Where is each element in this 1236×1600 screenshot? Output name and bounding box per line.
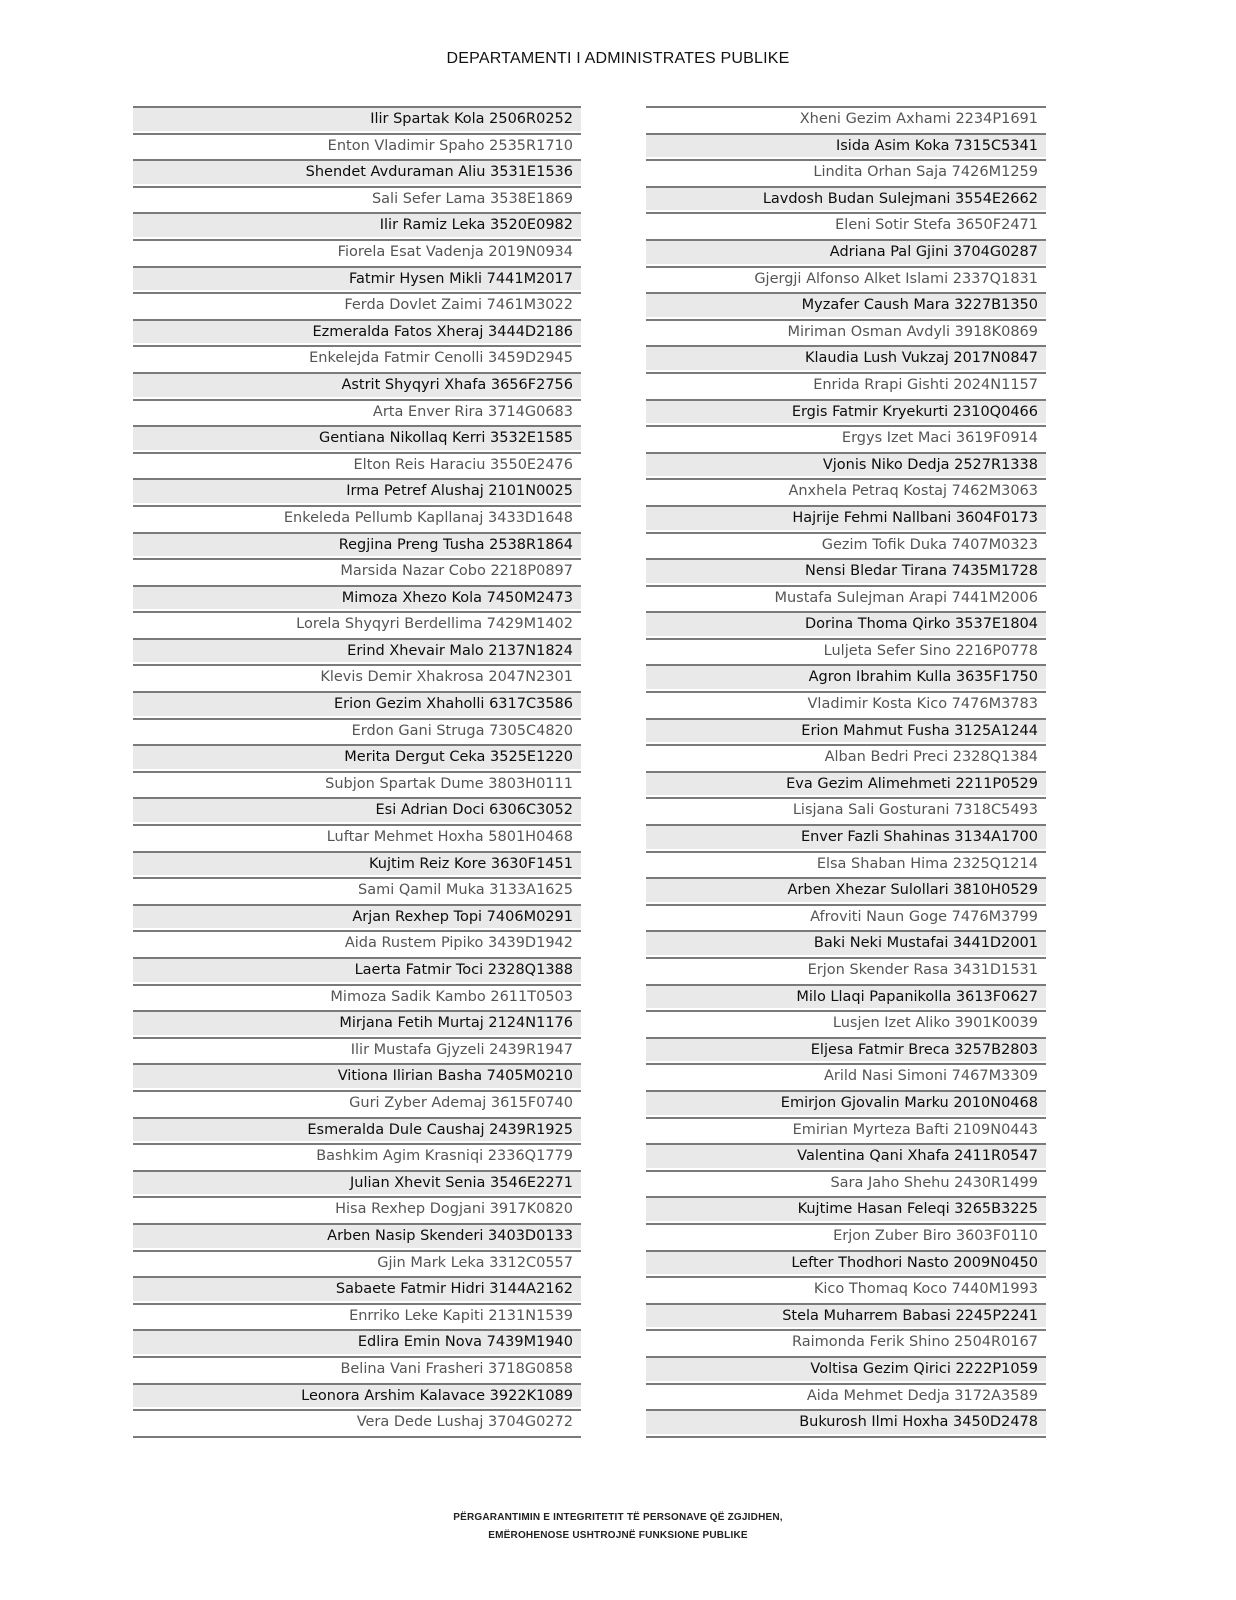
name-row: Hajrije Fehmi Nallbani 3604F0173 (646, 505, 1046, 530)
name-row: Alban Bedri Preci 2328Q1384 (646, 744, 1046, 769)
name-row: Xheni Gezim Axhami 2234P1691 (646, 106, 1046, 131)
name-row: Erion Gezim Xhaholli 6317C3586 (133, 691, 581, 716)
name-row: Vjonis Niko Dedja 2527R1338 (646, 452, 1046, 477)
name-row: Ilir Spartak Kola 2506R0252 (133, 106, 581, 131)
name-row: Sami Qamil Muka 3133A1625 (133, 877, 581, 902)
name-row: Fatmir Hysen Mikli 7441M2017 (133, 266, 581, 291)
left-name-column (133, 106, 581, 1438)
name-row: Gjin Mark Leka 3312C0557 (133, 1250, 581, 1275)
name-row: Kujtime Hasan Feleqi 3265B3225 (646, 1196, 1046, 1221)
name-row: Luljeta Sefer Sino 2216P0778 (646, 638, 1046, 663)
name-row: Vladimir Kosta Kico 7476M3783 (646, 691, 1046, 716)
name-row: Lisjana Sali Gosturani 7318C5493 (646, 797, 1046, 822)
name-row: Hisa Rexhep Dogjani 3917K0820 (133, 1196, 581, 1221)
name-row: Merita Dergut Ceka 3525E1220 (133, 744, 581, 769)
name-row: Lindita Orhan Saja 7426M1259 (646, 159, 1046, 184)
name-row: Subjon Spartak Dume 3803H0111 (133, 771, 581, 796)
name-row: Ergis Fatmir Kryekurti 2310Q0466 (646, 399, 1046, 424)
name-row: Baki Neki Mustafai 3441D2001 (646, 930, 1046, 955)
name-row: Ergys Izet Maci 3619F0914 (646, 425, 1046, 450)
name-row: Kico Thomaq Koco 7440M1993 (646, 1276, 1046, 1301)
name-row: Erdon Gani Struga 7305C4820 (133, 718, 581, 743)
name-row: Esmeralda Dule Caushaj 2439R1925 (133, 1117, 581, 1142)
name-row: Ferda Dovlet Zaimi 7461M3022 (133, 292, 581, 317)
footer (0, 1509, 1236, 1545)
footer-line-2: EMËROHENOSE USHTROJNË FUNKSIONE PUBLIKE (488, 1530, 748, 1541)
name-row: Bashkim Agim Krasniqi 2336Q1779 (133, 1143, 581, 1168)
name-row: Afroviti Naun Goge 7476M3799 (646, 904, 1046, 929)
name-row: Gezim Tofik Duka 7407M0323 (646, 532, 1046, 557)
name-row: Vitiona Ilirian Basha 7405M0210 (133, 1063, 581, 1088)
name-row: Gentiana Nikollaq Kerri 3532E1585 (133, 425, 581, 450)
name-row: Klevis Demir Xhakrosa 2047N2301 (133, 664, 581, 689)
name-row: Vera Dede Lushaj 3704G0272 (133, 1409, 581, 1434)
name-row: Anxhela Petraq Kostaj 7462M3063 (646, 478, 1046, 503)
name-row: Enrida Rrapi Gishti 2024N1157 (646, 372, 1046, 397)
name-row: Julian Xhevit Senia 3546E2271 (133, 1170, 581, 1195)
name-row: Elsa Shaban Hima 2325Q1214 (646, 851, 1046, 876)
name-row: Voltisa Gezim Qirici 2222P1059 (646, 1356, 1046, 1381)
name-row: Isida Asim Koka 7315C5341 (646, 133, 1046, 158)
name-row: Aida Rustem Pipiko 3439D1942 (133, 930, 581, 955)
name-row: Aida Mehmet Dedja 3172A3589 (646, 1383, 1046, 1408)
name-row: Enkeleda Pellumb Kapllanaj 3433D1648 (133, 505, 581, 530)
name-row: Milo Llaqi Papanikolla 3613F0627 (646, 984, 1046, 1009)
name-row: Myzafer Caush Mara 3227B1350 (646, 292, 1046, 317)
name-row: Enton Vladimir Spaho 2535R1710 (133, 133, 581, 158)
name-row: Ezmeralda Fatos Xheraj 3444D2186 (133, 319, 581, 344)
column-bottom-rule (646, 1436, 1046, 1438)
name-row: Lavdosh Budan Sulejmani 3554E2662 (646, 186, 1046, 211)
name-row: Belina Vani Frasheri 3718G0858 (133, 1356, 581, 1381)
name-row: Arben Nasip Skenderi 3403D0133 (133, 1223, 581, 1248)
name-row: Sara Jaho Shehu 2430R1499 (646, 1170, 1046, 1195)
name-row: Guri Zyber Ademaj 3615F0740 (133, 1090, 581, 1115)
name-row: Regjina Preng Tusha 2538R1864 (133, 532, 581, 557)
column-bottom-rule (133, 1436, 581, 1438)
name-row: Luftar Mehmet Hoxha 5801H0468 (133, 824, 581, 849)
name-row: Elton Reis Haraciu 3550E2476 (133, 452, 581, 477)
name-row: Mimoza Xhezo Kola 7450M2473 (133, 585, 581, 610)
right-name-column (646, 106, 1046, 1438)
name-row: Edlira Emin Nova 7439M1940 (133, 1329, 581, 1354)
name-row: Erjon Skender Rasa 3431D1531 (646, 957, 1046, 982)
name-row: Eljesa Fatmir Breca 3257B2803 (646, 1037, 1046, 1062)
name-row: Arild Nasi Simoni 7467M3309 (646, 1063, 1046, 1088)
name-row: Marsida Nazar Cobo 2218P0897 (133, 558, 581, 583)
name-row: Enkelejda Fatmir Cenolli 3459D2945 (133, 345, 581, 370)
name-row: Eva Gezim Alimehmeti 2211P0529 (646, 771, 1046, 796)
name-row: Agron Ibrahim Kulla 3635F1750 (646, 664, 1046, 689)
name-row: Laerta Fatmir Toci 2328Q1388 (133, 957, 581, 982)
name-row: Shendet Avduraman Aliu 3531E1536 (133, 159, 581, 184)
footer-line-1: PËRGARANTIMIN E INTEGRITETIT TË PERSONAVE QË ZGJIDHEN, (453, 1512, 783, 1523)
name-row: Emirian Myrteza Bafti 2109N0443 (646, 1117, 1046, 1142)
name-row: Enrriko Leke Kapiti 2131N1539 (133, 1303, 581, 1328)
name-row: Esi Adrian Doci 6306C3052 (133, 797, 581, 822)
name-row: Arjan Rexhep Topi 7406M0291 (133, 904, 581, 929)
name-row: Mustafa Sulejman Arapi 7441M2006 (646, 585, 1046, 610)
name-row: Dorina Thoma Qirko 3537E1804 (646, 611, 1046, 636)
name-row: Stela Muharrem Babasi 2245P2241 (646, 1303, 1046, 1328)
name-row: Enver Fazli Shahinas 3134A1700 (646, 824, 1046, 849)
name-row: Lusjen Izet Aliko 3901K0039 (646, 1010, 1046, 1035)
name-row: Miriman Osman Avdyli 3918K0869 (646, 319, 1046, 344)
name-row: Irma Petref Alushaj 2101N0025 (133, 478, 581, 503)
name-row: Erjon Zuber Biro 3603F0110 (646, 1223, 1046, 1248)
name-row: Adriana Pal Gjini 3704G0287 (646, 239, 1046, 264)
name-row: Kujtim Reiz Kore 3630F1451 (133, 851, 581, 876)
page-title: DEPARTAMENTI I ADMINISTRATES PUBLIKE (446, 50, 790, 67)
name-row: Nensi Bledar Tirana 7435M1728 (646, 558, 1046, 583)
name-row: Arben Xhezar Sulollari 3810H0529 (646, 877, 1046, 902)
name-row: Ilir Mustafa Gjyzeli 2439R1947 (133, 1037, 581, 1062)
name-row: Leonora Arshim Kalavace 3922K1089 (133, 1383, 581, 1408)
name-row: Eleni Sotir Stefa 3650F2471 (646, 212, 1046, 237)
name-row: Lorela Shyqyri Berdellima 7429M1402 (133, 611, 581, 636)
name-row: Raimonda Ferik Shino 2504R0167 (646, 1329, 1046, 1354)
name-row: Valentina Qani Xhafa 2411R0547 (646, 1143, 1046, 1168)
name-row: Ilir Ramiz Leka 3520E0982 (133, 212, 581, 237)
name-row: Erind Xhevair Malo 2137N1824 (133, 638, 581, 663)
name-row: Gjergji Alfonso Alket Islami 2337Q1831 (646, 266, 1046, 291)
name-row: Klaudia Lush Vukzaj 2017N0847 (646, 345, 1046, 370)
name-row: Fiorela Esat Vadenja 2019N0934 (133, 239, 581, 264)
name-row: Mirjana Fetih Murtaj 2124N1176 (133, 1010, 581, 1035)
name-row: Bukurosh Ilmi Hoxha 3450D2478 (646, 1409, 1046, 1434)
name-row: Sali Sefer Lama 3538E1869 (133, 186, 581, 211)
name-row: Sabaete Fatmir Hidri 3144A2162 (133, 1276, 581, 1301)
name-row: Mimoza Sadik Kambo 2611T0503 (133, 984, 581, 1009)
name-row: Lefter Thodhori Nasto 2009N0450 (646, 1250, 1046, 1275)
name-row: Emirjon Gjovalin Marku 2010N0468 (646, 1090, 1046, 1115)
name-row: Astrit Shyqyri Xhafa 3656F2756 (133, 372, 581, 397)
name-row: Arta Enver Rira 3714G0683 (133, 399, 581, 424)
name-row: Erion Mahmut Fusha 3125A1244 (646, 718, 1046, 743)
